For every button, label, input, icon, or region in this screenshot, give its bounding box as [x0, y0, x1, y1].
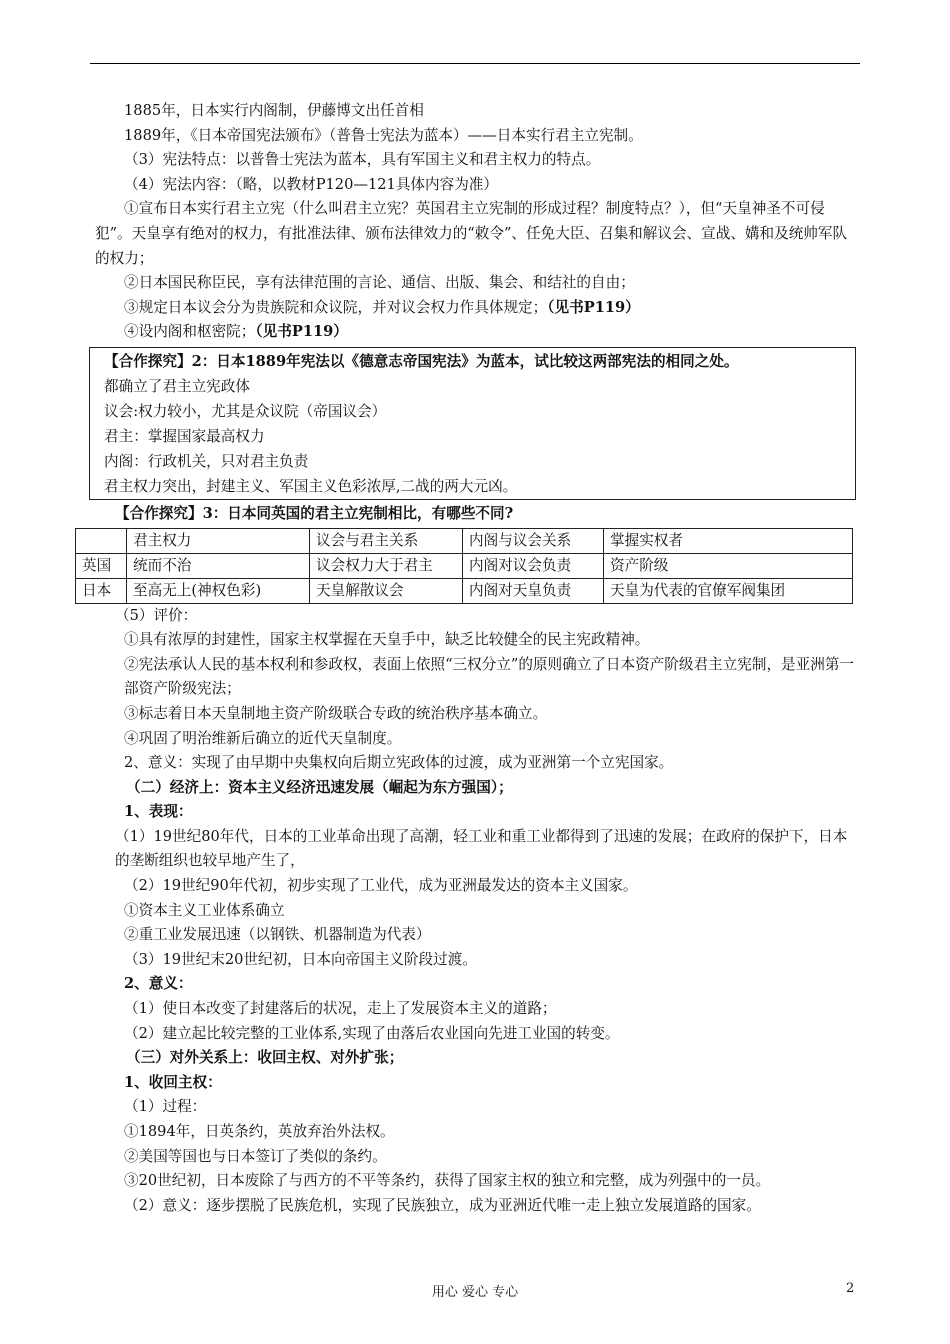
- table-header-cell: 内阁与议会关系: [463, 528, 604, 553]
- bottom-section: [95, 604, 860, 1219]
- table-header-cell: 议会与君主关系: [310, 528, 463, 553]
- book-reference: （见书P119）: [547, 298, 640, 316]
- text-line: （2）19世纪90年代初，初步实现了工业代，成为亚洲最发达的资本主义国家。: [124, 877, 638, 895]
- text-line: （1）19世纪80年代，日本的工业革命出现了高潮，轻工业和重工业都得到了迅速的发展；在政府的保护下，日本的垄断组织也较早地产生了，: [115, 827, 848, 870]
- text-line: 1、表现：: [124, 803, 193, 821]
- table-row: [76, 578, 853, 603]
- text-line: （1）过程：: [124, 1098, 207, 1116]
- text-line: （2）建立起比较完整的工业体系,实现了由落后农业国向先进工业国的转变。: [124, 1024, 620, 1042]
- table-cell: 议会权力大于君主: [310, 553, 463, 578]
- text-line: （1）使日本改变了封建落后的状况，走上了发展资本主义的道路；: [124, 1000, 557, 1018]
- table-cell: 天皇解散议会: [310, 578, 463, 603]
- table-cell: 内阁对天皇负责: [463, 578, 604, 603]
- inquiry-title: 【合作探究】2：日本1889年宪法以《德意志帝国宪法》为蓝本，试比较这两部宪法的相同之处。: [104, 352, 739, 370]
- inquiry-line: 内阁：行政机关，只对君主负责: [104, 452, 309, 470]
- table-header-cell: 掌握实权者: [604, 528, 853, 553]
- text-line: 1、收回主权：: [124, 1073, 222, 1091]
- table-title: 【合作探究】3：日本同英国的君主立宪制相比，有哪些不同?: [115, 504, 514, 522]
- document-body: [82, 99, 860, 1218]
- table-header-cell: [76, 528, 127, 553]
- text-line: （二）经济上：资本主义经济迅速发展（崛起为东方强国）；: [126, 778, 513, 796]
- table-cell: 资产阶级: [604, 553, 853, 578]
- table-cell: 英国: [76, 553, 127, 578]
- text-line: ①资本主义工业体系确立: [124, 901, 285, 919]
- text-line: ②重工业发展迅速（以钢铁、机器制造为代表）: [124, 926, 431, 944]
- text-line: 2、意义：实现了由早期中央集权向后期立宪政体的过渡，成为亚洲第一个立宪国家。: [124, 754, 674, 772]
- inquiry-box: [89, 347, 856, 500]
- inquiry-line: 君主权力突出，封建主义、军国主义色彩浓厚,二战的两大元凶。: [104, 477, 518, 495]
- text-line: 1885年，日本实行内阁制，伊藤博文出任首相: [124, 102, 424, 119]
- text-line: ②日本国民称臣民，享有法律范围的言论、通信、出版、集会、和结社的自由；: [124, 274, 635, 292]
- page-number: 2: [846, 1281, 855, 1296]
- inquiry-line: 都确立了君主立宪政体: [104, 377, 250, 395]
- text-line: ③20世纪初，日本废除了与西方的不平等条约，获得了国家主权的独立和完整，成为列强中的一员。: [124, 1172, 771, 1190]
- text-line: 1889年，《日本帝国宪法颁布》（普鲁士宪法为蓝本）——日本实行君主立宪制。: [124, 126, 643, 144]
- text-line: （4）宪法内容：（略，以教材P120—121具体内容为准）: [124, 175, 498, 193]
- table-cell: 日本: [76, 578, 127, 603]
- table-header-row: [76, 528, 853, 553]
- text-line: ④设内阁和枢密院；（见书P119）: [124, 323, 348, 341]
- table-cell: 至高无上(神权色彩): [127, 578, 310, 603]
- text-line: （三）对外关系上：收回主权、对外扩张；: [126, 1049, 404, 1067]
- table-cell: 内阁对议会负责: [463, 553, 604, 578]
- text-line: ④巩固了明治维新后确立的近代天皇制度。: [124, 729, 402, 747]
- text-paragraph: ①宣布日本实行君主立宪（什么叫君主立宪？英国君主立宪制的形成过程？制度特点？），但“天皇神圣不可侵犯”。天皇享有绝对的权力，有批准法律、颁布法律效力的“敕令”、任免大臣、召集和解议会、宣战、媾和及统帅军队的权力；: [95, 200, 848, 267]
- text-line: ③标志着日本天皇制地主资产阶级联合专政的统治秩序基本确立。: [124, 704, 548, 722]
- header-rule: [90, 63, 860, 64]
- text-line: ①1894年，日英条约，英放弃治外法权。: [124, 1123, 395, 1140]
- book-reference: （见书P119）: [255, 323, 348, 341]
- text-line: （2）意义：逐步摆脱了民族危机，实现了民族独立，成为亚洲近代唯一走上独立发展道路的国家。: [124, 1196, 761, 1214]
- table-cell: 统而不治: [127, 553, 310, 578]
- text-line: （5）评价：: [115, 606, 198, 624]
- table-row: [76, 553, 853, 578]
- text-line: （3）宪法特点：以普鲁士宪法为蓝本，具有军国主义和君主权力的特点。: [124, 151, 601, 169]
- text-line: ③规定日本议会分为贵族院和众议院，并对议会权力作具体规定；（见书P119）: [124, 298, 640, 316]
- text-line: ②美国等国也与日本签订了类似的条约。: [124, 1147, 387, 1165]
- text-line: （3）19世纪末20世纪初，日本向帝国主义阶段过渡。: [124, 950, 477, 968]
- table-header-cell: 君主权力: [127, 528, 310, 553]
- inquiry-line: 君主：掌握国家最高权力: [104, 427, 265, 445]
- inquiry-line: 议会:权力较小，尤其是众议院（帝国议会）: [104, 402, 387, 420]
- comparison-table: [75, 528, 853, 604]
- text-line: 2、意义：: [124, 975, 193, 993]
- text-line: ②宪法承认人民的基本权利和参政权，表面上依照“三权分立”的原则确立了日本资产阶级君主立宪制，是亚洲第一部资产阶级宪法；: [124, 655, 855, 698]
- page-footer: 用心 爱心 专心: [431, 1285, 519, 1300]
- text-line: ①具有浓厚的封建性，国家主权掌握在天皇手中，缺乏比较健全的民主宪政精神。: [124, 631, 650, 649]
- table-cell: 天皇为代表的官僚军阀集团: [604, 578, 853, 603]
